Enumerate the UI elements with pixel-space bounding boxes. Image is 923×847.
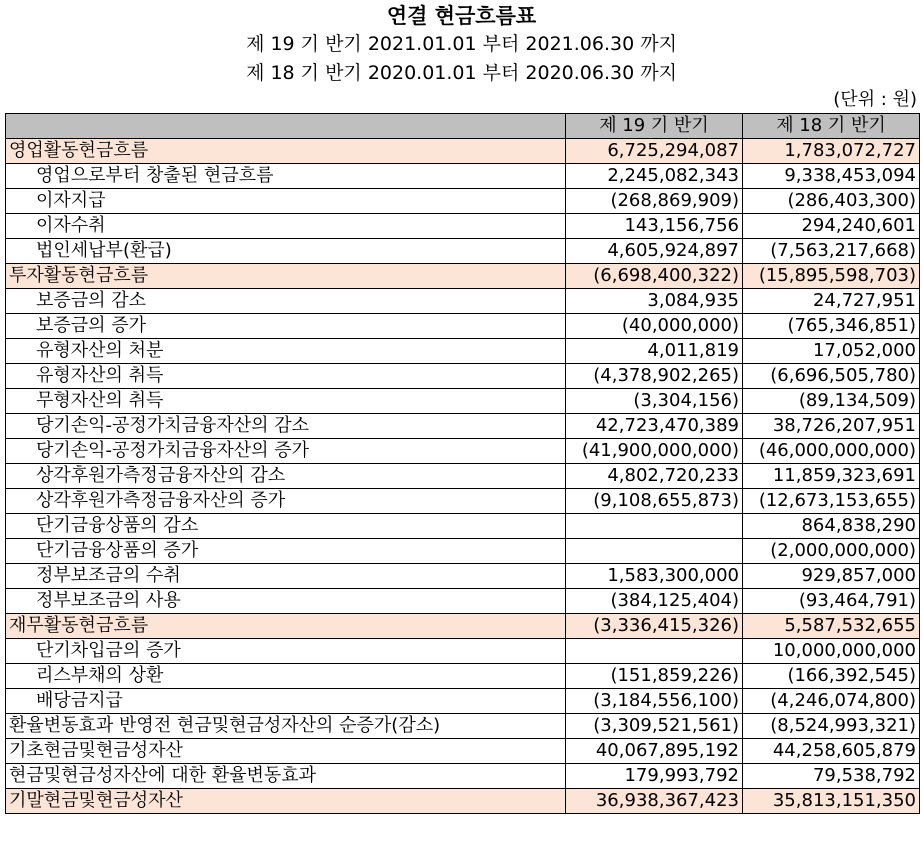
row-label: 재무활동현금흐름: [6, 614, 566, 639]
statement-header: [0, 0, 923, 88]
table-row: [6, 664, 920, 689]
row-label: 정부보조금의 사용: [6, 589, 566, 614]
table-row: [6, 189, 920, 214]
current-period-value: 179,993,792: [566, 764, 743, 789]
table-row: [6, 314, 920, 339]
current-period-value: 2,245,082,343: [566, 164, 743, 189]
table-row: [6, 464, 920, 489]
prior-period-value: 9,338,453,094: [743, 164, 920, 189]
table-row: [6, 214, 920, 239]
table-row: [6, 739, 920, 764]
table-row: [6, 589, 920, 614]
current-period-value: 3,084,935: [566, 289, 743, 314]
row-label: 이자수취: [6, 214, 566, 239]
row-label: 정부보조금의 수취: [6, 564, 566, 589]
prior-period-value: (286,403,300): [743, 189, 920, 214]
prior-period-value: (7,563,217,668): [743, 239, 920, 264]
table-row: [6, 714, 920, 739]
row-label: 현금및현금성자산에 대한 환율변동효과: [6, 764, 566, 789]
current-period-value: 42,723,470,389: [566, 414, 743, 439]
current-period-value: (3,304,156): [566, 389, 743, 414]
current-period-value: (3,336,415,326): [566, 614, 743, 639]
table-body: [6, 139, 920, 814]
header-prior-period: 제 18 기 반기: [743, 114, 920, 139]
statement-title: 연결 현금흐름표: [386, 4, 537, 28]
row-label: 유형자산의 처분: [6, 339, 566, 364]
row-label: 유형자산의 취득: [6, 364, 566, 389]
row-label: 당기손익-공정가치금융자산의 감소: [6, 414, 566, 439]
row-label: 리스부채의 상환: [6, 664, 566, 689]
row-label: 환율변동효과 반영전 현금및현금성자산의 순증가(감소): [6, 714, 566, 739]
period-current: 제 19 기 반기 2021.01.01 부터 2021.06.30 까지: [246, 33, 677, 55]
prior-period-value: (8,524,993,321): [743, 714, 920, 739]
section-row: [6, 264, 920, 289]
prior-period-value: 35,813,151,350: [743, 789, 920, 814]
current-period-value: (151,859,226): [566, 664, 743, 689]
current-period-value: 4,011,819: [566, 339, 743, 364]
row-label: 상각후원가측정금융자산의 증가: [6, 489, 566, 514]
current-period-value: (3,309,521,561): [566, 714, 743, 739]
table-row: [6, 539, 920, 564]
table-row: [6, 339, 920, 364]
current-period-value: 36,938,367,423: [566, 789, 743, 814]
table-row: [6, 489, 920, 514]
prior-period-value: 929,857,000: [743, 564, 920, 589]
prior-period-value: (4,246,074,800): [743, 689, 920, 714]
current-period-value: 40,067,895,192: [566, 739, 743, 764]
table-row: [6, 414, 920, 439]
current-period-value: 4,802,720,233: [566, 464, 743, 489]
row-label: 보증금의 감소: [6, 289, 566, 314]
current-period-value: 6,725,294,087: [566, 139, 743, 164]
row-label: 배당금지급: [6, 689, 566, 714]
table-row: [6, 639, 920, 664]
cash-flow-table: [5, 113, 920, 814]
prior-period-value: (6,696,505,780): [743, 364, 920, 389]
table-row: [6, 564, 920, 589]
section-row: [6, 139, 920, 164]
row-label: 단기금융상품의 증가: [6, 539, 566, 564]
current-period-value: 1,583,300,000: [566, 564, 743, 589]
row-label: 법인세납부(환급): [6, 239, 566, 264]
current-period-value: [566, 539, 743, 564]
prior-period-value: (166,392,545): [743, 664, 920, 689]
prior-period-value: 1,783,072,727: [743, 139, 920, 164]
current-period-value: [566, 514, 743, 539]
prior-period-value: (12,673,153,655): [743, 489, 920, 514]
current-period-value: 143,156,756: [566, 214, 743, 239]
current-period-value: [566, 639, 743, 664]
period-prior: 제 18 기 반기 2020.01.01 부터 2020.06.30 까지: [246, 62, 677, 84]
prior-period-value: (2,000,000,000): [743, 539, 920, 564]
header-label-cell: [6, 114, 566, 139]
prior-period-value: (93,464,791): [743, 589, 920, 614]
row-label: 보증금의 증가: [6, 314, 566, 339]
table-header-row: [6, 114, 920, 139]
row-label: 당기손익-공정가치금융자산의 증가: [6, 439, 566, 464]
current-period-value: (40,000,000): [566, 314, 743, 339]
prior-period-value: 864,838,290: [743, 514, 920, 539]
row-label: 단기차입금의 증가: [6, 639, 566, 664]
current-period-value: (384,125,404): [566, 589, 743, 614]
prior-period-value: 44,258,605,879: [743, 739, 920, 764]
prior-period-value: 294,240,601: [743, 214, 920, 239]
prior-period-value: (89,134,509): [743, 389, 920, 414]
row-label: 기말현금및현금성자산: [6, 789, 566, 814]
prior-period-value: 38,726,207,951: [743, 414, 920, 439]
table-row: [6, 364, 920, 389]
row-label: 영업으로부터 창출된 현금흐름: [6, 164, 566, 189]
row-label: 무형자산의 취득: [6, 389, 566, 414]
table-row: [6, 164, 920, 189]
table-row: [6, 439, 920, 464]
current-period-value: (6,698,400,322): [566, 264, 743, 289]
prior-period-value: (15,895,598,703): [743, 264, 920, 289]
current-period-value: (4,378,902,265): [566, 364, 743, 389]
table-row: [6, 514, 920, 539]
row-label: 기초현금및현금성자산: [6, 739, 566, 764]
unit-label: (단위 : 원): [833, 89, 917, 110]
table-row: [6, 289, 920, 314]
current-period-value: (41,900,000,000): [566, 439, 743, 464]
prior-period-value: 17,052,000: [743, 339, 920, 364]
row-label: 상각후원가측정금융자산의 감소: [6, 464, 566, 489]
section-row: [6, 789, 920, 814]
current-period-value: (268,869,909): [566, 189, 743, 214]
prior-period-value: 11,859,323,691: [743, 464, 920, 489]
row-label: 단기금융상품의 감소: [6, 514, 566, 539]
table-row: [6, 389, 920, 414]
prior-period-value: 5,587,532,655: [743, 614, 920, 639]
row-label: 투자활동현금흐름: [6, 264, 566, 289]
prior-period-value: 79,538,792: [743, 764, 920, 789]
prior-period-value: 24,727,951: [743, 289, 920, 314]
prior-period-value: 10,000,000,000: [743, 639, 920, 664]
current-period-value: (3,184,556,100): [566, 689, 743, 714]
header-current-period: 제 19 기 반기: [566, 114, 743, 139]
table-row: [6, 689, 920, 714]
row-label: 영업활동현금흐름: [6, 139, 566, 164]
current-period-value: 4,605,924,897: [566, 239, 743, 264]
section-row: [6, 614, 920, 639]
table-row: [6, 764, 920, 789]
row-label: 이자지급: [6, 189, 566, 214]
prior-period-value: (46,000,000,000): [743, 439, 920, 464]
table-row: [6, 239, 920, 264]
current-period-value: (9,108,655,873): [566, 489, 743, 514]
prior-period-value: (765,346,851): [743, 314, 920, 339]
